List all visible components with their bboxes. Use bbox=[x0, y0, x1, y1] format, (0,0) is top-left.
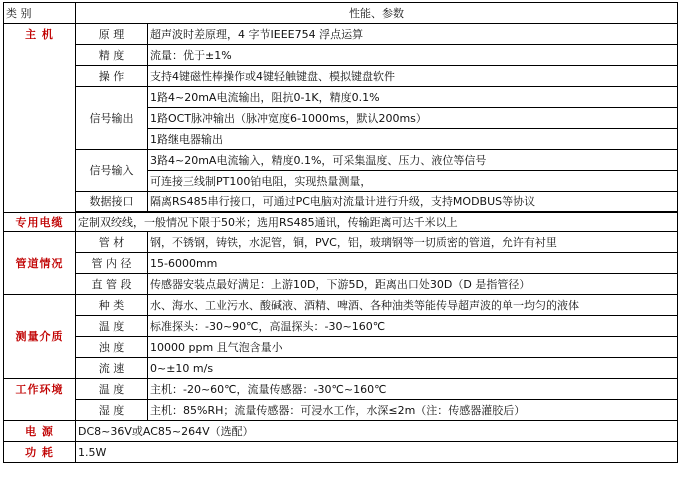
row-label: 操 作 bbox=[76, 66, 148, 87]
table-row bbox=[4, 66, 678, 87]
table-row bbox=[4, 150, 678, 171]
row-value: 主机：85%RH；流量传感器：可浸水工作，水深≤2m（注：传感器灌胶后） bbox=[148, 400, 678, 421]
table-row bbox=[4, 358, 678, 379]
category-power: 电 源 bbox=[4, 421, 76, 442]
row-value: DC8~36V或AC85~264V（选配） bbox=[76, 421, 678, 442]
row-value: 1.5W bbox=[76, 442, 678, 463]
row-value: 标准探头：-30~90℃，高温探头：-30~160℃ bbox=[148, 316, 678, 337]
row-label: 温 度 bbox=[76, 316, 148, 337]
row-label: 信号输出 bbox=[76, 87, 148, 150]
row-label: 原 理 bbox=[76, 24, 148, 45]
table-row bbox=[4, 253, 678, 274]
row-label: 直 管 段 bbox=[76, 274, 148, 295]
row-value: 钢，不锈钢，铸铁，水泥管，铜，PVC，铝，玻璃钢等一切质密的管道，允许有衬里 bbox=[148, 232, 678, 253]
row-value: 隔离RS485串行接口，可通过PC电脑对流量计进行升级，支持MODBUS等协议 bbox=[148, 192, 678, 212]
category-host: 主 机 bbox=[4, 24, 76, 213]
row-label: 温 度 bbox=[76, 379, 148, 400]
row-label: 数据接口 bbox=[76, 192, 148, 212]
table-row bbox=[4, 45, 678, 66]
row-value: 流量：优于±1% bbox=[148, 45, 678, 66]
row-label: 流 速 bbox=[76, 358, 148, 379]
row-label: 种 类 bbox=[76, 295, 148, 316]
row-label: 浊 度 bbox=[76, 337, 148, 358]
category-pipe: 管道情况 bbox=[4, 232, 76, 295]
table-row bbox=[4, 213, 678, 232]
row-value: 可连接三线制PT100铂电阻，实现热量测量， bbox=[148, 171, 678, 192]
row-label: 管 内 径 bbox=[76, 253, 148, 274]
row-value: 3路4~20mA电流输入，精度0.1%，可采集温度、压力、液位等信号 bbox=[148, 150, 678, 171]
row-value: 15-6000mm bbox=[148, 253, 678, 274]
table-row bbox=[4, 421, 678, 442]
row-value: 10000 ppm 且气泡含量小 bbox=[148, 337, 678, 358]
row-label: 管 材 bbox=[76, 232, 148, 253]
row-value: 1路OCT脉冲输出（脉冲宽度6-1000ms，默认200ms） bbox=[148, 108, 678, 129]
table-row bbox=[4, 442, 678, 463]
row-value: 1路继电器输出 bbox=[148, 129, 678, 150]
row-value: 支持4键磁性棒操作或4键轻触键盘、模拟键盘软件 bbox=[148, 66, 678, 87]
header-perf: 性能、参数 bbox=[76, 3, 678, 24]
row-value: 水、海水、工业污水、酸碱液、酒精、啤酒、各种油类等能传导超声波的单一均匀的液体 bbox=[148, 295, 678, 316]
header-category: 类 别 bbox=[4, 3, 76, 24]
table-row bbox=[4, 337, 678, 358]
row-value: 1路4~20mA电流输出，阻抗0-1K，精度0.1% bbox=[148, 87, 678, 108]
table-row bbox=[4, 24, 678, 45]
category-medium: 测量介质 bbox=[4, 295, 76, 379]
row-label: 精 度 bbox=[76, 45, 148, 66]
spec-table bbox=[3, 2, 678, 463]
row-label: 湿 度 bbox=[76, 400, 148, 421]
row-value: 0~±10 m/s bbox=[148, 358, 678, 379]
table-row bbox=[4, 295, 678, 316]
category-cable: 专用电缆 bbox=[4, 213, 76, 232]
table-row bbox=[4, 232, 678, 253]
row-value: 主机：-20~60℃，流量传感器：-30℃~160℃ bbox=[148, 379, 678, 400]
table-row bbox=[4, 274, 678, 295]
header-row bbox=[4, 3, 678, 24]
category-env: 工作环境 bbox=[4, 379, 76, 421]
category-consumption: 功 耗 bbox=[4, 442, 76, 463]
row-label: 信号输入 bbox=[76, 150, 148, 192]
table-row bbox=[4, 192, 678, 212]
table-row bbox=[4, 87, 678, 108]
row-value: 传感器安装点最好满足：上游10D，下游5D，距离出口处30D（D 是指管径） bbox=[148, 274, 678, 295]
row-value: 超声波时差原理，4 字节IEEE754 浮点运算 bbox=[148, 24, 678, 45]
table-row bbox=[4, 316, 678, 337]
table-row bbox=[4, 379, 678, 400]
row-value: 定制双绞线，一般情况下限于50米；选用RS485通讯，传输距离可达千米以上 bbox=[76, 213, 678, 232]
table-row bbox=[4, 400, 678, 421]
